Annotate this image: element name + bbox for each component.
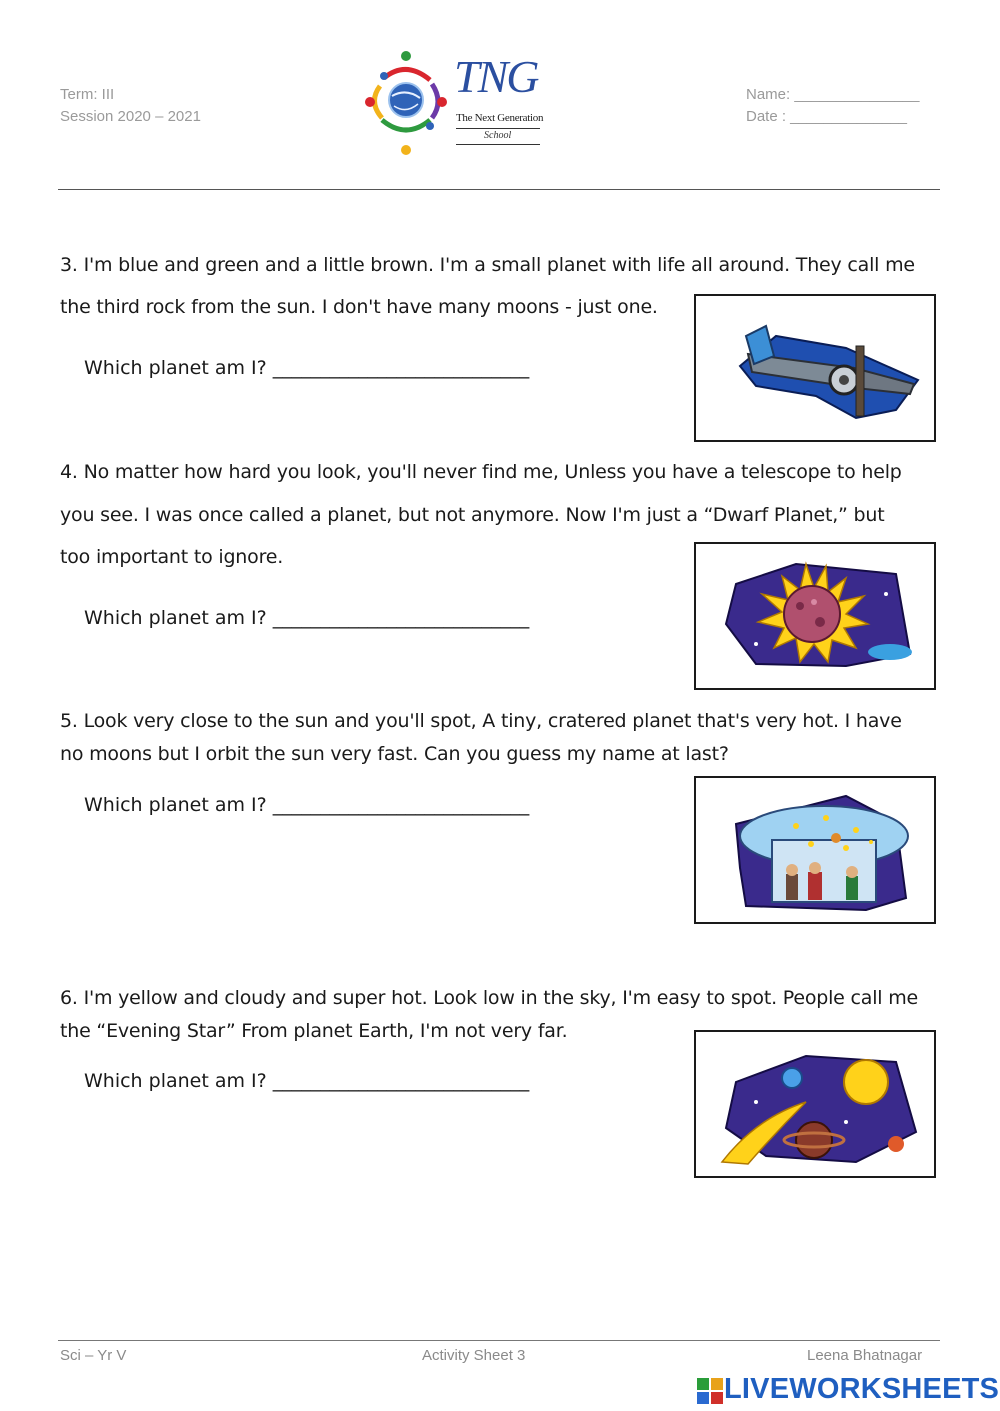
question-6-line-1: 6. I'm yellow and cloudy and super hot. Look low in the sky, I'm easy to spot. People call me <box>60 987 918 1009</box>
space-scene-image <box>694 1030 936 1178</box>
question-6-line-2: the “Evening Star” From planet Earth, I'm not very far. <box>60 1020 568 1042</box>
footer-divider <box>58 1340 940 1341</box>
question-5-line-2: no moons but I orbit the sun very fast. Can you guess my name at last? <box>60 743 729 765</box>
logo-text: TNG <box>454 51 538 102</box>
question-5-answer-prompt[interactable]: Which planet am I? ___________________________ <box>84 794 530 816</box>
date-field[interactable]: Date : ______________ <box>746 108 907 125</box>
logo-school: School <box>484 130 512 141</box>
planetarium-icon <box>696 778 934 922</box>
name-field[interactable]: Name: _______________ <box>746 86 920 103</box>
liveworksheets-logo-icon <box>697 1378 723 1404</box>
question-5-line-1: 5. Look very close to the sun and you'll spot, A tiny, cratered planet that's very hot. I have <box>60 710 902 732</box>
term-label: Term: III <box>60 86 115 103</box>
liveworksheets-watermark[interactable]: LIVEWORKSHEETS <box>724 1373 1000 1405</box>
question-3-line-1: 3. I'm blue and green and a little brown. I'm a small planet with life all around. They call me <box>60 254 915 276</box>
header-divider <box>58 189 940 190</box>
sun-planet-icon <box>696 544 934 688</box>
school-logo <box>360 46 550 162</box>
footer-author: Leena Bhatnagar <box>807 1347 923 1364</box>
question-3-answer-prompt[interactable]: Which planet am I? ___________________________ <box>84 357 530 379</box>
space-scene-icon <box>696 1032 934 1176</box>
footer-sheet-title: Activity Sheet 3 <box>422 1347 526 1364</box>
sun-planet-image <box>694 542 936 690</box>
question-3-line-2: the third rock from the sun. I don't have many moons - just one. <box>60 296 658 318</box>
telescope-icon <box>696 296 934 440</box>
logo-rule <box>456 128 540 129</box>
telescope-image <box>694 294 936 442</box>
question-4-line-3: too important to ignore. <box>60 546 284 568</box>
logo-subtitle: The Next Generation <box>456 112 544 124</box>
session-label: Session 2020 – 2021 <box>60 108 201 125</box>
planetarium-image <box>694 776 936 924</box>
question-4-line-1: 4. No matter how hard you look, you'll never find me, Unless you have a telescope to help <box>60 461 902 483</box>
logo-rule-bottom <box>456 144 540 145</box>
footer-subject: Sci – Yr V <box>60 1347 127 1364</box>
question-6-answer-prompt[interactable]: Which planet am I? ___________________________ <box>84 1070 530 1092</box>
question-4-answer-prompt[interactable]: Which planet am I? ___________________________ <box>84 607 530 629</box>
question-4-line-2: you see. I was once called a planet, but not anymore. Now I'm just a “Dwarf Planet,” but <box>60 504 885 526</box>
